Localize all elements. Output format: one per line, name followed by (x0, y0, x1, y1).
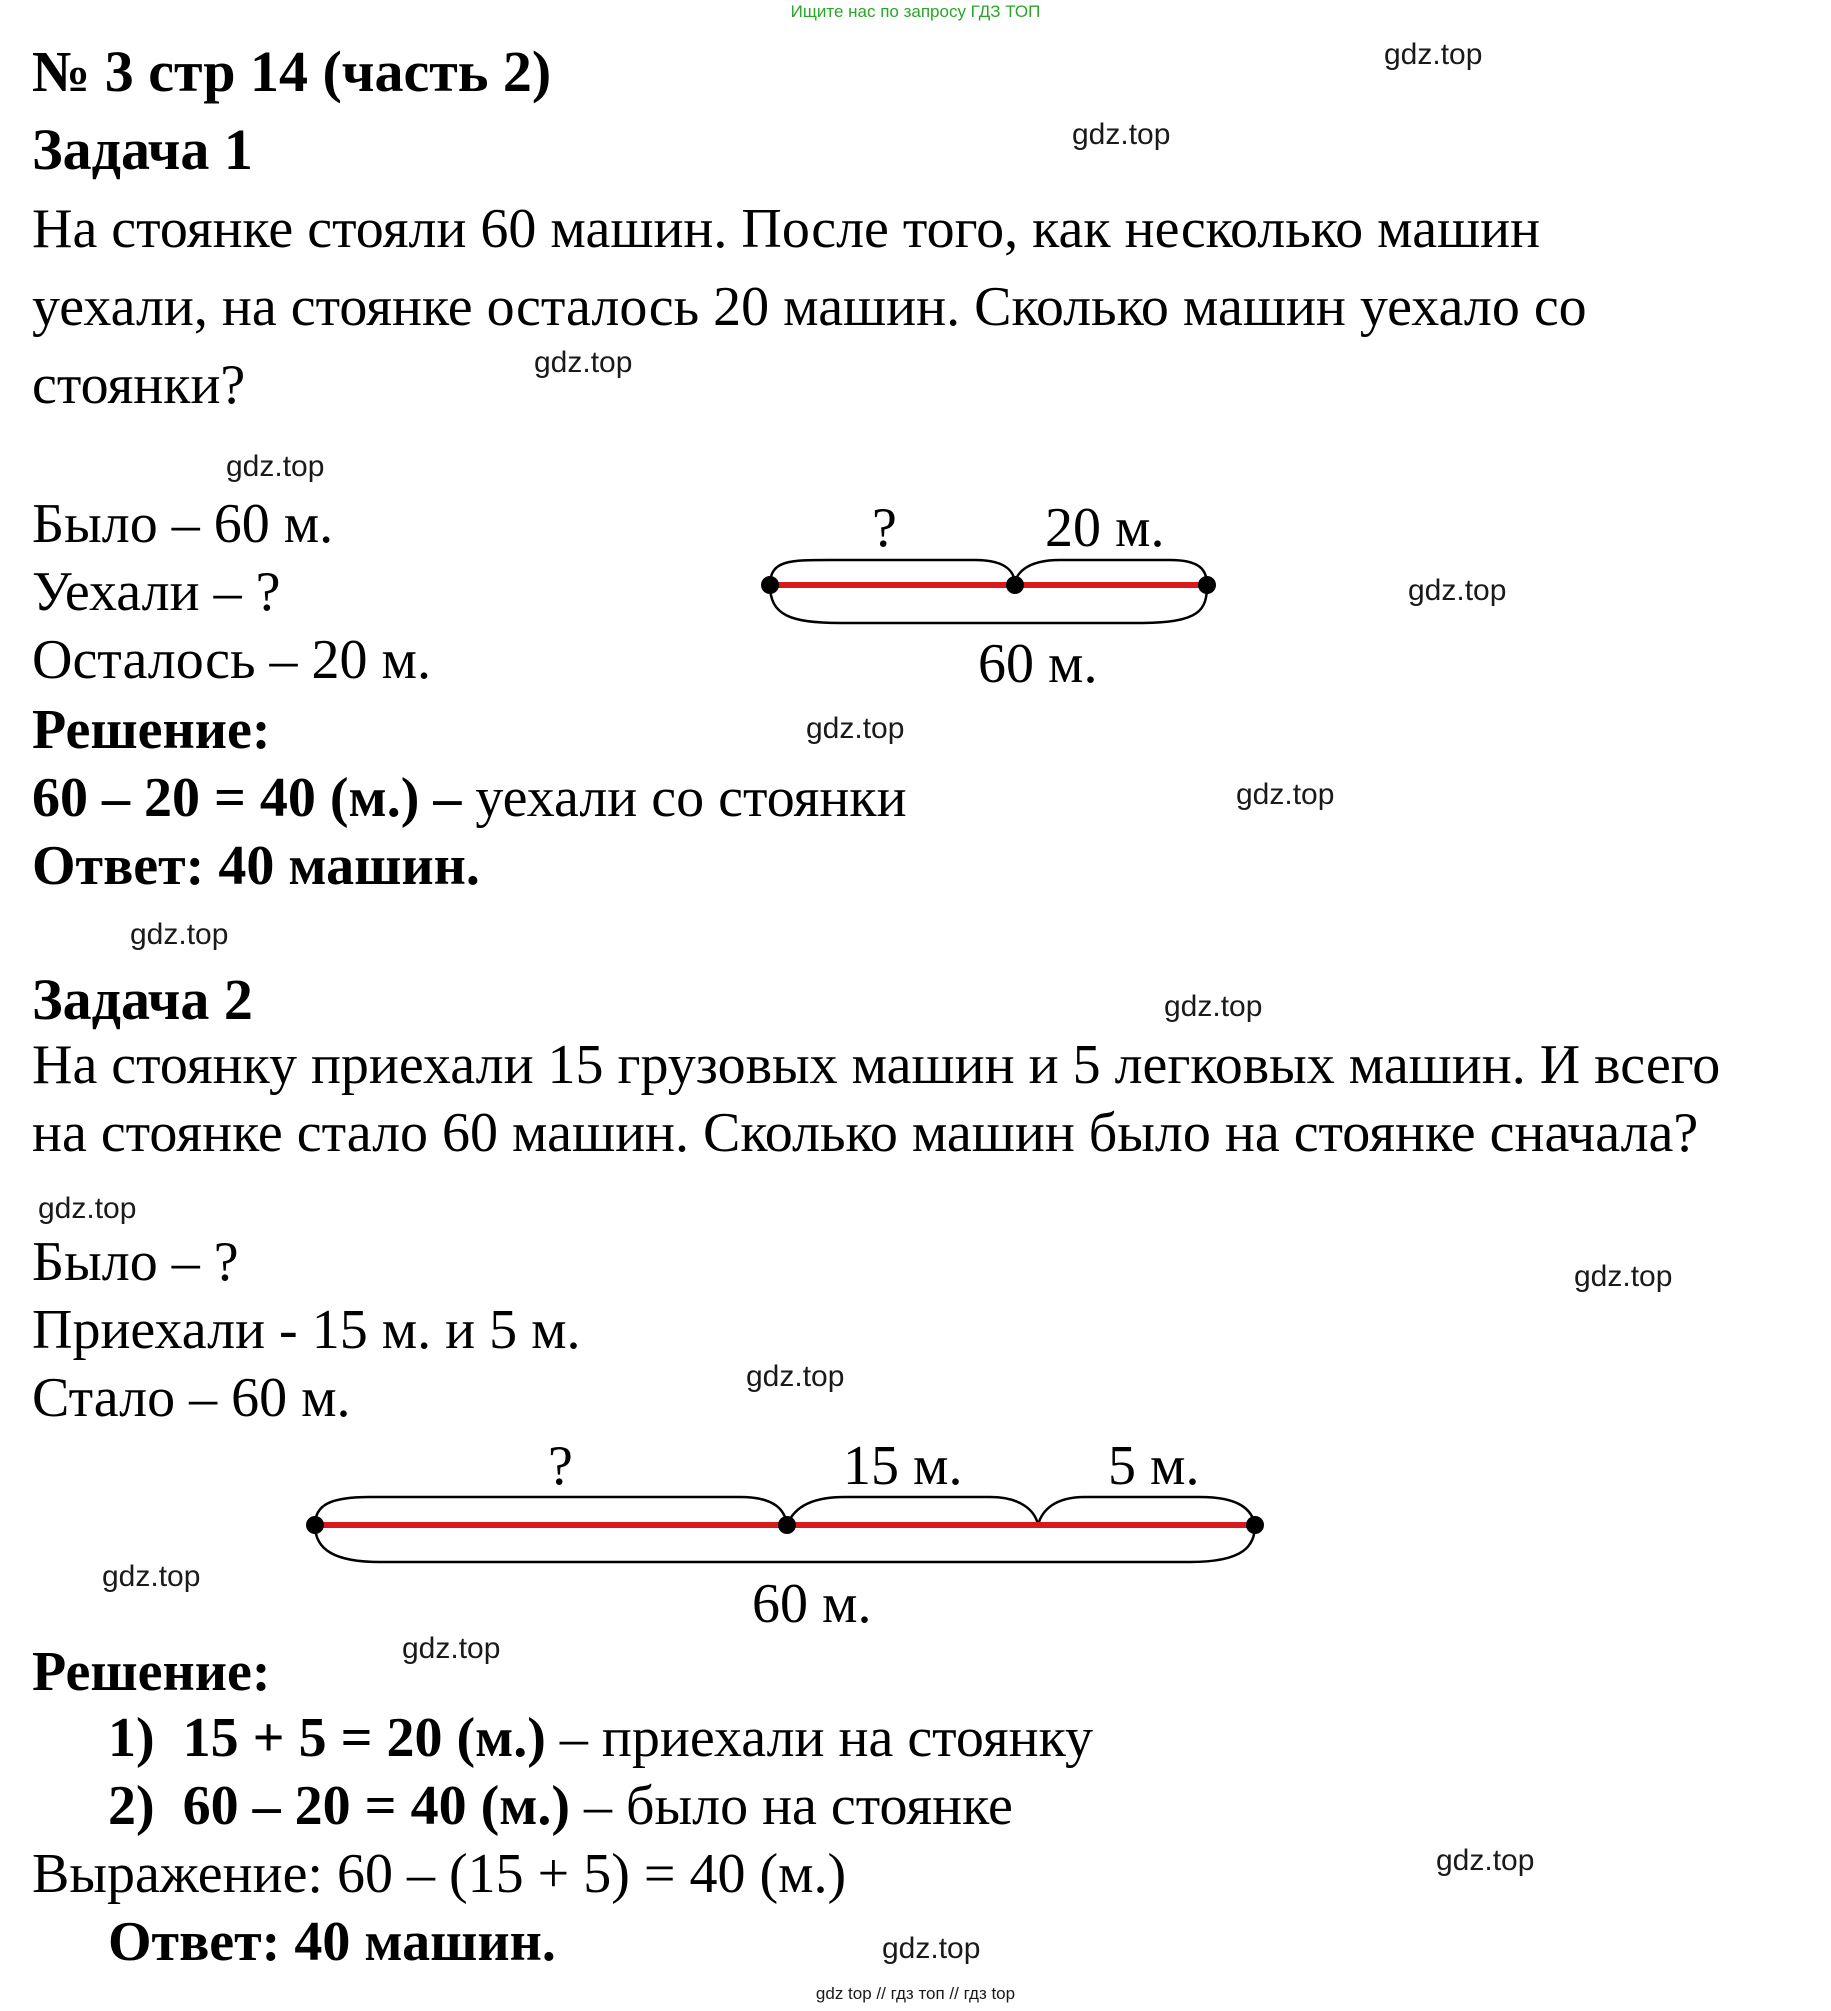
header-note: Ищите нас по запросу ГДЗ ТОП (790, 2, 1041, 21)
task2-point (778, 1516, 796, 1534)
task1-heading: Задача 1 (32, 117, 253, 182)
task2-diagram-mid-label: 15 м. (843, 1435, 963, 1497)
task2-step-num: 2) (108, 1775, 155, 1837)
task1-given-line: Было – 60 м. (32, 493, 334, 555)
watermark: gdz.top (806, 712, 905, 745)
task2-heading: Задача 2 (32, 967, 253, 1032)
watermark: gdz.top (226, 450, 325, 483)
task1-diagram-right-label: 20 м. (1045, 497, 1165, 559)
task2-mid-brace (787, 1497, 1038, 1525)
task1-text-line: уехали, на стоянке осталось 20 машин. Сколько машин уехало со (32, 276, 1587, 338)
task1-text-line: стоянки? (32, 354, 246, 416)
task1-answer: Ответ: 40 машин. (32, 835, 480, 897)
task2-step (108, 1774, 1013, 1838)
watermark: gdz.top (882, 1932, 981, 1965)
watermark: gdz.top (746, 1360, 845, 1393)
task2-diagram-total-label: 60 м. (752, 1573, 872, 1635)
task2-expression: Выражение: 60 – (15 + 5) = 40 (м.) (32, 1843, 847, 1905)
footer-note: gdz top // гдз топ // гдз top (815, 1984, 1016, 2003)
task1-total-brace (770, 585, 1207, 623)
task1-solution-heading: Решение: (32, 699, 271, 761)
task2-text-line: На стоянку приехали 15 грузовых машин и 5 легковых машин. И всего (32, 1034, 1721, 1096)
task2-given-line: Было – ? (32, 1231, 239, 1293)
task1-solution-note: уехали со стоянки (461, 767, 907, 829)
task1-point (761, 576, 779, 594)
task1-diagram (761, 560, 1216, 623)
watermark: gdz.top (130, 918, 229, 951)
task2-point (306, 1516, 324, 1534)
task1-diagram-left-label: ? (872, 497, 897, 559)
task2-solution-heading: Решение: (32, 1641, 271, 1703)
watermark: gdz.top (1072, 118, 1171, 151)
task1-given-line: Уехали – ? (32, 561, 281, 623)
task2-point (1246, 1516, 1264, 1534)
watermark: gdz.top (1384, 38, 1483, 71)
watermark: gdz.top (1236, 778, 1335, 811)
task1-solution-expr: 60 – 20 = 40 (м.) – (32, 767, 462, 829)
task1-right-brace (1015, 560, 1207, 585)
watermark: gdz.top (102, 1560, 201, 1593)
task2-step-note: – приехали на стоянку (545, 1707, 1093, 1769)
task1-point (1198, 576, 1216, 594)
watermark: gdz.top (1574, 1260, 1673, 1293)
watermark: gdz.top (534, 346, 633, 379)
watermark: gdz.top (1436, 1844, 1535, 1877)
task2-diagram (306, 1497, 1264, 1562)
watermark: gdz.top (1408, 574, 1507, 607)
task1-diagram-total-label: 60 м. (978, 633, 1098, 695)
watermark: gdz.top (1164, 990, 1263, 1023)
watermark: gdz.top (38, 1192, 137, 1225)
task2-step-expr: 60 – 20 = 40 (м.) (182, 1775, 571, 1837)
task2-diagram-left-label: ? (548, 1435, 573, 1497)
task2-left-brace (315, 1497, 787, 1525)
task2-given-line: Приехали - 15 м. и 5 м. (32, 1299, 581, 1361)
task2-text-line: на стоянке стало 60 машин. Сколько машин было на стоянке сначала? (32, 1102, 1699, 1164)
task2-given-line: Стало – 60 м. (32, 1367, 351, 1429)
task2-step (108, 1706, 1093, 1770)
task2-step-expr: 15 + 5 = 20 (м.) (182, 1707, 546, 1769)
task1-solution-line (32, 766, 907, 830)
watermark: gdz.top (402, 1632, 501, 1665)
task1-given-line: Осталось – 20 м. (32, 629, 431, 691)
task2-step-num: 1) (108, 1707, 155, 1769)
task1-text-line: На стоянке стояли 60 машин. После того, как несколько машин (32, 198, 1541, 260)
task2-diagram-right-label: 5 м. (1108, 1435, 1200, 1497)
task1-point (1006, 576, 1024, 594)
task2-answer: Ответ: 40 машин. (108, 1911, 556, 1973)
task2-step-note: – было на стоянке (570, 1775, 1013, 1837)
page-title: № 3 стр 14 (часть 2) (32, 39, 552, 104)
task2-right-brace (1038, 1497, 1255, 1525)
task1-left-brace (770, 560, 1015, 585)
